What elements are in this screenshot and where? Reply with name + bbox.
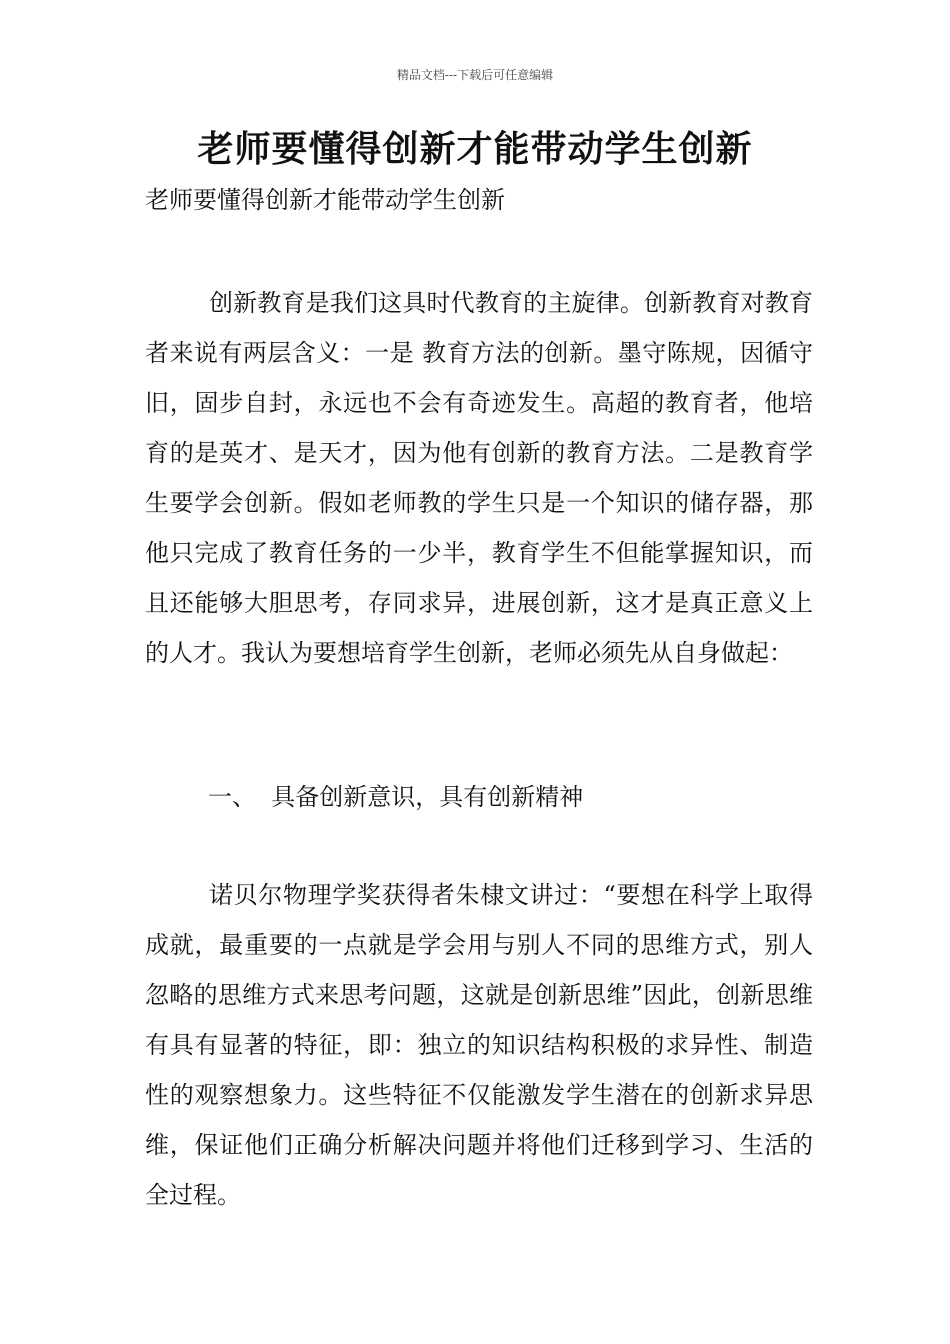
header-note: 精品文档---下载后可任意编辑	[396, 68, 554, 82]
document-title: 老师要懂得创新才能带动学生创新	[197, 129, 753, 170]
paragraph-intro: 创新教育是我们这具时代教育的主旋律。创新教育对教育者来说有两层含义：一是 教育方法的创新。墨守陈规，因循守旧，固步自封，永远也不会有奇迹发生。高超的教育者，他培育的是英才、是天才，因为他有创新的教育方法。二是教育学生要学会创新。假如老师教的学生只是一个知识的储存器，那他只完成了教育任务的一少半，教育学生不但能掌握知识，而且还能够大胆思考，存同求异，进展创新，这才是真正意义上的人才。我认为要想培育学生创新，老师必须先从自身做起：	[145, 289, 813, 667]
paragraph-section-1: 诺贝尔物理学奖获得者朱棣文讲过：“要想在科学上取得成就，最重要的一点就是学会用与别人不同的思维方式，别人忽略的思维方式来思考问题，这就是创新思维”因此，创新思维有具有显著的特征，即：独立的知识结构积极的求异性、制造性的观察想象力。这些特征不仅能激发学生潜在的创新求异思维，保证他们正确分析解决问题并将他们迁移到学习、生活的全过程。	[145, 881, 813, 1209]
document-subtitle: 老师要懂得创新才能带动学生创新	[145, 186, 505, 214]
section-heading-1: 一、 具备创新意识，具有创新精神	[208, 783, 584, 811]
